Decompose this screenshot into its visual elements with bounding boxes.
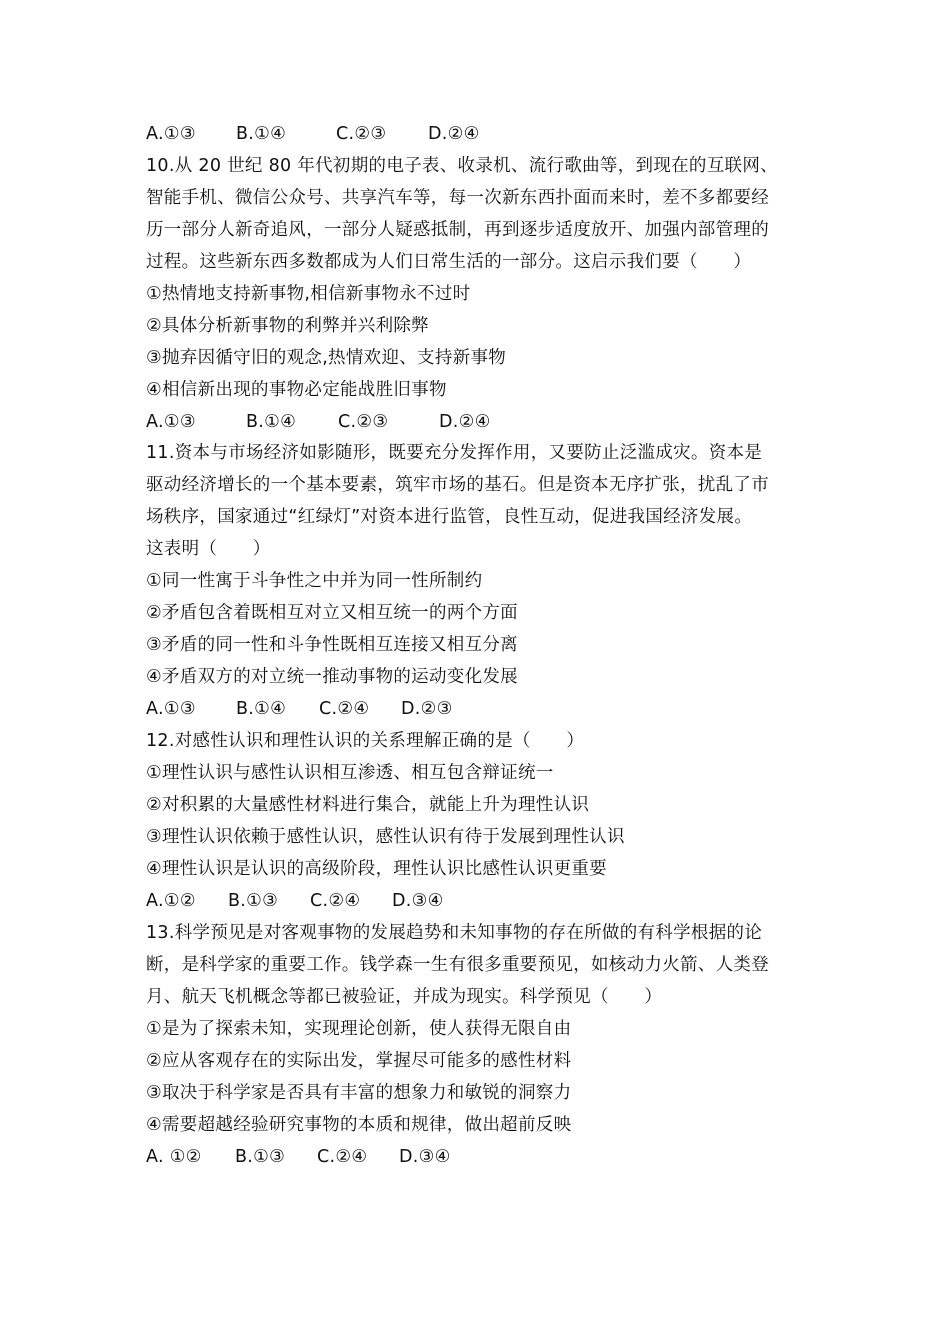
- statement-item: ②应从客观存在的实际出发，掌握尽可能多的感性材料: [146, 1051, 572, 1071]
- option-a: A.①③: [146, 124, 196, 144]
- statement-item: ③矛盾的同一性和斗争性既相互连接又相互分离: [146, 635, 518, 655]
- option-b: B.①③: [228, 891, 279, 911]
- option-c: C.②④: [319, 699, 370, 719]
- statement-item: ①是为了探索未知，实现理论创新，使人获得无限自由: [146, 1019, 572, 1039]
- statement-item: ④相信新出现的事物必定能战胜旧事物: [146, 380, 447, 400]
- question-stem-line: 历一部分人新奇追风，一部分人疑惑抵制，再到逐步适度放开、加强内部管理的: [146, 220, 769, 240]
- statement-item: ②具体分析新事物的利弊并兴利除弊: [146, 316, 429, 336]
- question-stem-line: 13.科学预见是对客观事物的发展趋势和未知事物的存在所做的有科学根据的论: [146, 923, 763, 943]
- option-d: D.③④: [392, 891, 444, 911]
- statement-item: ②矛盾包含着既相互对立又相互统一的两个方面: [146, 603, 518, 623]
- statement-item: ①理性认识与感性认识相互渗透、相互包含辩证统一: [146, 763, 554, 783]
- statement-item: ①热情地支持新事物,相信新事物永不过时: [146, 284, 471, 304]
- answer-options: [146, 410, 491, 434]
- question-stem-line: 断，是科学家的重要工作。钱学森一生有很多重要预见，如核动力火箭、人类登: [146, 955, 769, 975]
- option-c: C.②④: [310, 891, 361, 911]
- question-stem-line: 月、航天飞机概念等都已被验证，并成为现实。科学预见（ ）: [146, 987, 663, 1007]
- question-stem-line: 11.资本与市场经济如影随形，既要充分发挥作用，又要防止泛滥成灾。资本是: [146, 443, 763, 463]
- statement-item: ②对积累的大量感性材料进行集合，就能上升为理性认识: [146, 795, 590, 815]
- statement-item: ④需要超越经验研究事物的本质和规律，做出超前反映: [146, 1115, 572, 1135]
- q9-options: [146, 122, 480, 146]
- option-a: A.①③: [146, 699, 196, 719]
- option-b: B.①④: [246, 412, 297, 432]
- option-a: A.①③: [146, 412, 196, 432]
- option-c: C.②③: [338, 412, 389, 432]
- question-stem-line: 10.从 20 世纪 80 年代初期的电子表、收录机、流行歌曲等，到现在的互联网、: [146, 156, 778, 176]
- question-stem-line: 这表明（ ）: [146, 539, 271, 559]
- statement-item: ④理性认识是认识的高级阶段，理性认识比感性认识更重要: [146, 859, 607, 879]
- option-d: D.②④: [428, 124, 480, 144]
- question-stem-line: 过程。这些新东西多数都成为人们日常生活的一部分。这启示我们要（ ）: [146, 252, 752, 272]
- statement-item: ③理性认识依赖于感性认识，感性认识有待于发展到理性认识: [146, 827, 625, 847]
- question-stem-line: 智能手机、微信公众号、共享汽车等，每一次新东西扑面而来时，差不多都要经: [146, 188, 769, 208]
- option-d: D.②④: [439, 412, 491, 432]
- option-d: D.③④: [399, 1147, 451, 1167]
- option-b: B.①③: [235, 1147, 286, 1167]
- statement-item: ④矛盾双方的对立统一推动事物的运动变化发展: [146, 667, 518, 687]
- question-stem-line: 驱动经济增长的一个基本要素，筑牢市场的基石。但是资本无序扩张，扰乱了市: [146, 475, 769, 495]
- statement-item: ③抛弃因循守旧的观念,热情欢迎、支持新事物: [146, 348, 507, 368]
- option-b: B.①④: [236, 699, 287, 719]
- answer-options: [146, 1145, 451, 1169]
- option-c: C.②④: [317, 1147, 368, 1167]
- statement-item: ①同一性寓于斗争性之中并为同一性所制约: [146, 571, 483, 591]
- statement-item: ③取决于科学家是否具有丰富的想象力和敏锐的洞察力: [146, 1083, 572, 1103]
- option-a: A. ①②: [146, 1147, 202, 1167]
- question-stem-line: 12.对感性认识和理性认识的关系理解正确的是（ ）: [146, 731, 585, 751]
- option-c: C.②③: [336, 124, 387, 144]
- option-d: D.②③: [401, 699, 453, 719]
- option-a: A.①②: [146, 891, 196, 911]
- answer-options: [146, 889, 444, 913]
- option-b: B.①④: [236, 124, 287, 144]
- answer-options: [146, 697, 453, 721]
- question-stem-line: 场秩序，国家通过“红绿灯”对资本进行监管，良性互动，促进我国经济发展。: [146, 507, 753, 527]
